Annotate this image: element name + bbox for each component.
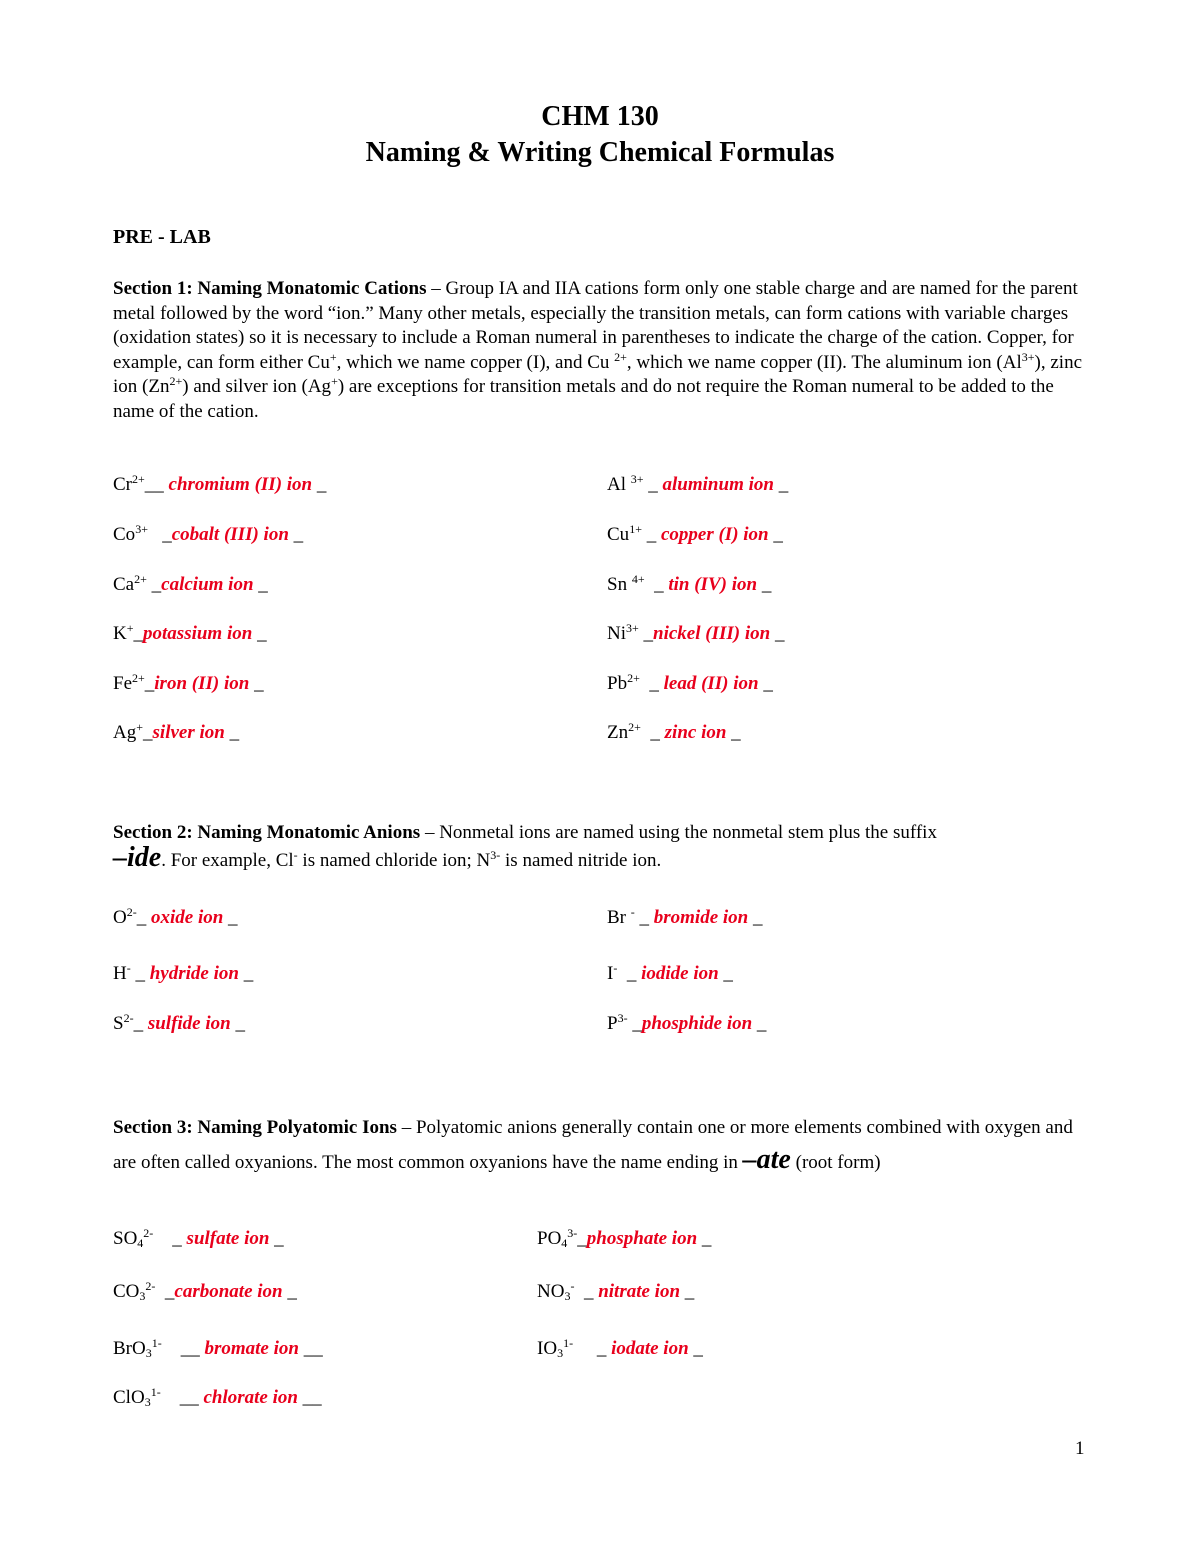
answer-blank: _: [253, 574, 268, 595]
answer-blank: _: [312, 474, 327, 495]
ion-charge: -: [613, 961, 618, 975]
section1-heading: Section 1: Naming Monatomic Cations: [113, 278, 427, 299]
ion-name-answer: aluminum ion: [662, 474, 774, 495]
ion-symbol: Sn: [607, 574, 632, 595]
ion-name-answer: cobalt (III) ion: [171, 524, 289, 545]
ion-charge: 4+: [631, 572, 645, 586]
answer-blank: _: [146, 574, 162, 595]
ion-name-answer: iodide ion: [641, 963, 719, 984]
ion-answer-row: [537, 1281, 694, 1303]
answer-blank: _: [155, 1281, 175, 1302]
ion-answer-row: [113, 963, 253, 985]
ion-name-answer: calcium ion: [161, 574, 254, 595]
ion-answer-row: [607, 574, 771, 596]
answer-blank: _: [130, 963, 150, 984]
answer-blank: _: [143, 722, 153, 743]
answer-blank: _: [133, 1013, 148, 1034]
answer-blank: __: [297, 1387, 322, 1408]
ion-answer-row: [537, 1228, 711, 1250]
course-code: CHM 130: [541, 101, 659, 132]
ion-symbol: SO: [113, 1228, 138, 1249]
answer-blank: __: [160, 1387, 204, 1408]
ion-subscript: 3: [139, 1289, 146, 1303]
ion-charge: -: [126, 961, 131, 975]
ion-charge: 2-: [145, 1279, 156, 1293]
ion-symbol: BrO: [113, 1338, 146, 1359]
answer-blank: _: [147, 524, 172, 545]
answer-blank: _: [757, 574, 772, 595]
prelab-heading: PRE - LAB: [113, 226, 211, 248]
answer-blank: _: [627, 1013, 642, 1034]
ion-answer-row: [607, 1013, 766, 1035]
ion-answer-row: [607, 623, 784, 645]
page-number: 1: [1075, 1438, 1085, 1459]
answer-blank: _: [238, 963, 254, 984]
answer-blank: _: [770, 623, 785, 644]
ion-name-answer: silver ion: [152, 722, 225, 743]
ion-symbol: H: [113, 963, 127, 984]
ion-symbol: Co: [113, 524, 136, 545]
ion-charge: 1-: [151, 1336, 162, 1350]
ion-symbol: S: [113, 1013, 124, 1034]
ion-charge: 3+: [630, 472, 644, 486]
ion-answer-row: [113, 673, 264, 695]
ion-charge: +: [136, 720, 144, 734]
answer-blank: __: [298, 1338, 323, 1359]
answer-blank: _: [288, 524, 304, 545]
ion-name-answer: tin (IV) ion: [668, 574, 758, 595]
answer-blank: _: [680, 1281, 695, 1302]
ion-symbol: P: [607, 1013, 618, 1034]
ion-answer-row: [113, 1228, 284, 1250]
section2-heading: Section 2: Naming Monatomic Anions: [113, 822, 421, 843]
ion-charge: 3+: [626, 621, 639, 635]
ion-name-answer: carbonate ion: [174, 1281, 283, 1302]
ion-subscript: 4: [137, 1236, 144, 1250]
ide-suffix: –ide: [113, 841, 162, 873]
ion-symbol: PO: [537, 1228, 562, 1249]
ion-symbol: K: [113, 623, 127, 644]
ion-charge: 2-: [143, 1226, 154, 1240]
ion-answer-row: [607, 524, 783, 546]
ion-charge: 1-: [563, 1336, 574, 1350]
ion-name-answer: zinc ion: [664, 722, 727, 743]
ion-answer-row: [113, 474, 326, 496]
answer-blank: _: [640, 722, 665, 743]
answer-blank: _: [577, 1228, 587, 1249]
ion-symbol: IO: [537, 1338, 558, 1359]
ion-answer-row: [113, 907, 238, 929]
ion-symbol: ClO: [113, 1387, 145, 1408]
ion-subscript: 4: [561, 1236, 568, 1250]
ion-name-answer: sulfate ion: [186, 1228, 270, 1249]
ion-name-answer: chlorate ion: [203, 1387, 298, 1408]
ion-symbol: Cu: [607, 524, 630, 545]
ion-name-answer: bromate ion: [204, 1338, 299, 1359]
ion-name-answer: nickel (III) ion: [653, 623, 771, 644]
answer-blank: _: [726, 722, 741, 743]
ion-symbol: Ag: [113, 722, 137, 743]
answer-blank: _: [230, 1013, 245, 1034]
ion-answer-row: [113, 1338, 323, 1360]
ion-symbol: Ni: [607, 623, 626, 644]
answer-blank: _: [136, 907, 151, 928]
ion-charge: 2-: [123, 1011, 134, 1025]
ion-answer-row: [607, 474, 788, 496]
section2-intro: Section 2: Naming Monatomic Anions – Nonmetal ions are named using the nonmetal stem plus the suffix –ide. For example, Cl- is named chloride ion; $N^{3-}$ is named nitride ion.: [113, 822, 937, 873]
ion-name-answer: sulfide ion: [147, 1013, 231, 1034]
ion-symbol: I: [607, 963, 614, 984]
ion-name-answer: hydride ion: [149, 963, 239, 984]
answer-blank: _: [697, 1228, 712, 1249]
ion-subscript: 3: [144, 1395, 151, 1409]
answer-blank: _: [718, 963, 733, 984]
answer-blank: _: [153, 1228, 187, 1249]
ion-answer-row: [113, 1281, 297, 1303]
ion-name-answer: oxide ion: [150, 907, 224, 928]
ion-symbol: Ca: [113, 574, 135, 595]
ion-answer-row: [607, 722, 741, 744]
answer-blank: _: [758, 673, 773, 694]
ion-symbol: Fe: [113, 673, 132, 694]
ion-answer-row: [113, 722, 239, 744]
answer-blank: _: [224, 722, 240, 743]
answer-blank: _: [644, 574, 669, 595]
ion-subscript: 3: [145, 1346, 152, 1360]
section1-intro: Section 1: Naming Monatomic Cations – Group IA and IIA cations form only one stable charge and are named for the parent metal followed by the word “ion.” Many other metals, especially the transition metals, can form cations with variable charges (oxidation states) so it is necessary to include a Roman numeral in parentheses to indicate the charge of the cation. Copper, for example, can form either Cu+, which we name copper (I), and Cu $^{2+}$, which we name copper (II). The aluminum ion $(Al^{3+})$, zinc ion $(Zn^{2+})$ and silver ion (Ag+) are exceptions for transition metals and do not require the Roman numeral to be added to the name of the cation.: [113, 278, 1083, 422]
answer-blank: _: [773, 474, 789, 495]
ion-name-answer: phosphide ion: [641, 1013, 753, 1034]
ion-answer-row: [607, 673, 773, 695]
answer-blank: _: [574, 1281, 599, 1302]
ion-answer-row: [537, 1338, 703, 1360]
page-title: Naming & Writing Chemical Formulas: [365, 137, 835, 168]
section3-heading: Section 3: Naming Polyatomic Ions: [113, 1117, 397, 1138]
ion-name-answer: phosphate ion: [586, 1228, 698, 1249]
ion-name-answer: chromium (II) ion: [168, 474, 313, 495]
answer-blank: __: [161, 1338, 205, 1359]
ion-charge: 3-: [567, 1226, 578, 1240]
ion-answer-row: [113, 524, 303, 546]
ion-symbol: Pb: [607, 673, 628, 694]
ion-name-answer: iodate ion: [611, 1338, 689, 1359]
ion-answer-row: [113, 1387, 322, 1409]
answer-blank: _: [269, 1228, 284, 1249]
ion-symbol: O: [113, 907, 127, 928]
ion-charge: 2-: [126, 905, 137, 919]
ion-charge: 2+: [132, 671, 145, 685]
ion-answer-row: [113, 623, 267, 645]
ion-charge: 3-: [617, 1011, 628, 1025]
answer-blank: _: [249, 673, 264, 694]
answer-blank: _: [768, 524, 783, 545]
answer-blank: _: [641, 524, 661, 545]
ion-answer-row: [113, 1013, 245, 1035]
answer-blank: _: [688, 1338, 703, 1359]
ion-charge: -: [630, 905, 635, 919]
ion-charge: -: [570, 1279, 575, 1293]
ion-name-answer: bromide ion: [653, 907, 749, 928]
answer-blank: _: [133, 623, 144, 644]
ion-subscript: 3: [557, 1346, 564, 1360]
ate-suffix: –ate: [742, 1144, 791, 1175]
answer-blank: _: [643, 474, 663, 495]
ion-symbol: Cr: [113, 474, 132, 495]
answer-blank: _: [617, 963, 642, 984]
ion-charge: +: [126, 621, 134, 635]
answer-blank: _: [752, 1013, 767, 1034]
ion-answer-row: [607, 907, 762, 929]
ion-name-answer: nitrate ion: [598, 1281, 681, 1302]
ion-answer-row: [113, 574, 268, 596]
answer-blank: _: [634, 907, 654, 928]
ion-name-answer: iron (II) ion: [154, 673, 250, 694]
ion-charge: 2+: [134, 572, 147, 586]
ion-charge: 2+: [627, 671, 640, 685]
section3-intro: Section 3: Naming Polyatomic Ions – Polyatomic anions generally contain one or more elements combined with oxygen and are often called oxyanions. The most common oxyanions have the name ending in –ate (root form): [113, 1117, 1073, 1175]
ion-symbol: Al: [607, 474, 631, 495]
ion-name-answer: copper (I) ion: [660, 524, 769, 545]
ion-symbol: CO: [113, 1281, 140, 1302]
answer-blank: _: [748, 907, 763, 928]
ion-charge: 1+: [629, 522, 642, 536]
ion-name-answer: lead (II) ion: [663, 673, 759, 694]
ion-charge: 2+: [628, 720, 641, 734]
ion-charge: 2+: [132, 472, 145, 486]
answer-blank: _: [282, 1281, 297, 1302]
answer-blank: _: [573, 1338, 612, 1359]
ion-symbol: Zn: [607, 722, 629, 743]
answer-blank: _: [638, 623, 654, 644]
ion-symbol: Br: [607, 907, 631, 928]
answer-blank: _: [144, 673, 155, 694]
answer-blank: _: [252, 623, 267, 644]
ion-symbol: NO: [537, 1281, 565, 1302]
answer-blank: __: [144, 474, 169, 495]
answer-blank: _: [639, 673, 664, 694]
answer-blank: _: [223, 907, 238, 928]
ion-answer-row: [607, 963, 733, 985]
ion-charge: 3+: [135, 522, 148, 536]
ion-subscript: 3: [564, 1289, 571, 1303]
ion-charge: 1-: [150, 1385, 161, 1399]
ion-name-answer: potassium ion: [143, 623, 253, 644]
